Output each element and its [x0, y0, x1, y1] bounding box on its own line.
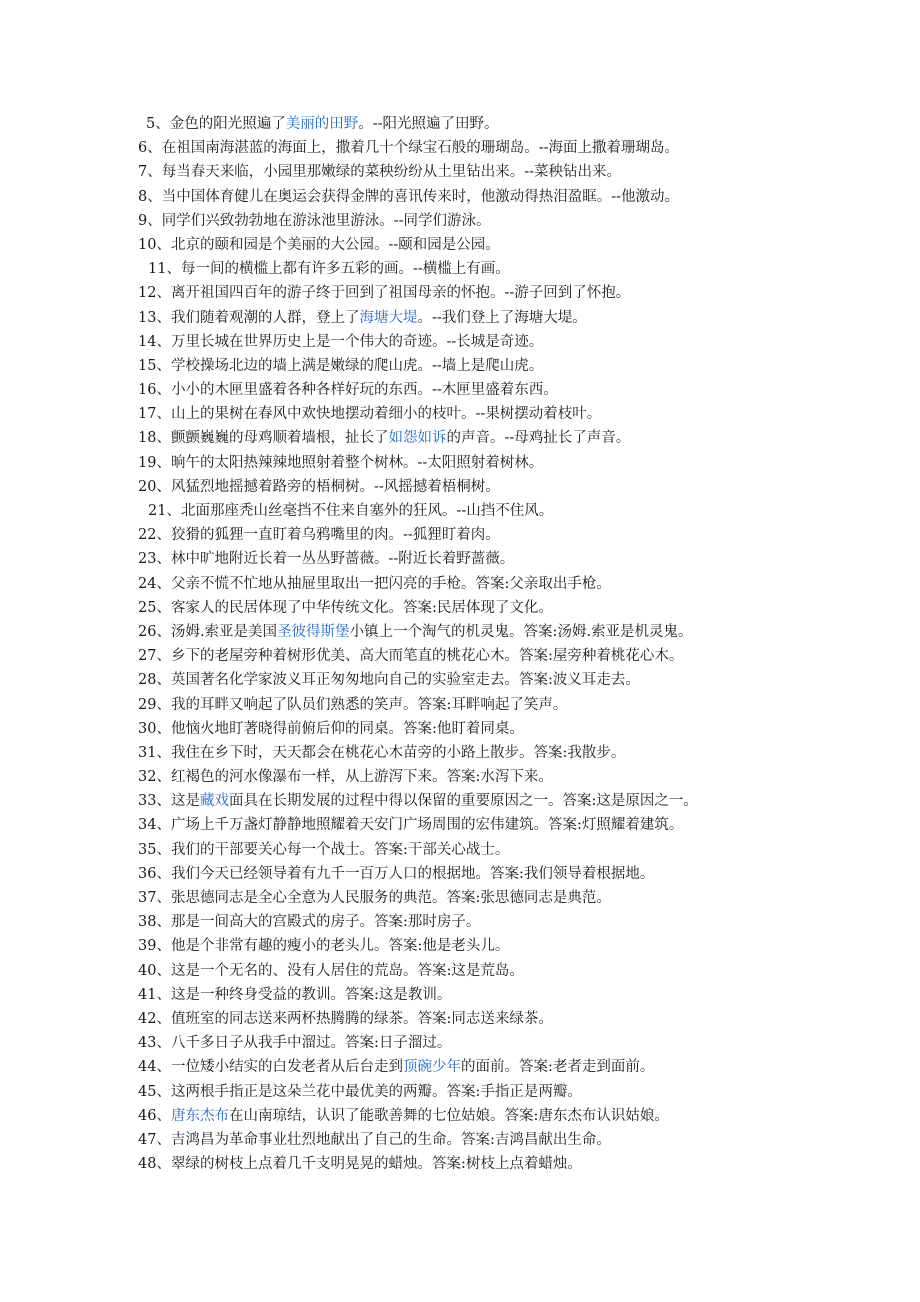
- sentence-text: 28、英国著名化学家波义耳正匆匆地向自己的实验室走去。答案:波义耳走去。: [138, 672, 640, 689]
- sentence-line: [138, 475, 778, 499]
- sentence-line: [138, 136, 778, 160]
- sentence-line: [138, 910, 778, 934]
- sentence-text: 42、值班室的同志送来两杯热腾腾的绿茶。答案:同志送来绿茶。: [138, 1010, 553, 1027]
- sentence-line: [138, 378, 778, 402]
- sentence-line: [138, 838, 778, 862]
- sentence-line: [138, 257, 778, 281]
- sentence-line: [138, 233, 778, 257]
- sentence-text: 24、父亲不慌不忙地从抽屉里取出一把闪亮的手枪。答案:父亲取出手枪。: [138, 575, 611, 592]
- sentence-text: 27、乡下的老屋旁种着树形优美、高大而笔直的桃花心木。答案:屋旁种着桃花心木。: [138, 648, 684, 665]
- sentence-text: 在山南琼结，认识了能歌善舞的七位姑娘。答案:唐东杰布认识姑娘。: [228, 1107, 669, 1124]
- keyword-link[interactable]: 顶碗少年: [402, 1059, 461, 1076]
- sentence-text: 41、这是一种终身受益的教训。答案:这是教训。: [138, 986, 452, 1003]
- sentence-line: [138, 789, 778, 813]
- sentence-text: 43、八千多日子从我手中溜过。答案:日子溜过。: [138, 1035, 452, 1052]
- keyword-link[interactable]: 如怨如诉: [388, 430, 447, 447]
- sentence-text: 33、这是: [138, 793, 200, 810]
- sentence-line: [138, 693, 778, 717]
- sentence-text: 的面前。答案:老者走到面前。: [460, 1059, 655, 1076]
- sentence-line: [138, 668, 778, 692]
- keyword-link[interactable]: 美丽的田野: [285, 116, 359, 132]
- sentence-text: 22、狡猾的狐狸一直盯着乌鸦嘴里的肉。--狐狸盯着肉。: [138, 527, 500, 544]
- sentence-line: [138, 402, 778, 426]
- sentence-line: [138, 620, 778, 644]
- sentence-line: [138, 644, 778, 668]
- sentence-line: [138, 1104, 778, 1128]
- sentence-text: 29、我的耳畔又响起了队员们熟悉的笑声。答案:耳畔响起了笑声。: [138, 696, 568, 713]
- sentence-line: [138, 523, 778, 547]
- sentence-text: 12、离开祖国四百年的游子终于回到了祖国母亲的怀抱。--游子回到了怀抱。: [138, 285, 631, 302]
- sentence-text: 。--阳光照遍了田野。: [358, 116, 499, 132]
- sentence-line: [138, 1007, 778, 1031]
- sentence-text: 17、山上的果树在春风中欢快地摆动着细小的枝叶。--果树摆动着枝叶。: [138, 406, 602, 423]
- sentence-text: 。--我们登上了海塘大堤。: [417, 309, 587, 326]
- sentence-text: 14、万里长城在世界历史上是一个伟大的奇迹。--长城是奇迹。: [138, 333, 544, 350]
- sentence-text: 38、那是一间高大的宫殿式的房子。答案:那时房子。: [138, 914, 481, 931]
- sentence-text: 13、我们随着观潮的人群，登上了: [138, 309, 360, 326]
- sentence-line: [138, 959, 778, 983]
- sentence-line: [138, 354, 778, 378]
- sentence-text: 34、广场上千万盏灯静静地照耀着天安门广场周围的宏伟建筑。答案:灯照耀着建筑。: [138, 817, 684, 834]
- sentence-line: [138, 741, 778, 765]
- keyword-link[interactable]: 藏戏: [199, 793, 229, 810]
- sentence-text: 47、吉鸿昌为革命事业壮烈地献出了自己的生命。答案:吉鸿昌献出生命。: [138, 1131, 611, 1148]
- sentence-text: 18、颤颤巍巍的母鸡顺着墙根，扯长了: [138, 430, 389, 447]
- sentence-text: 44、一位矮小结实的白发老者从后台走到: [138, 1059, 403, 1076]
- sentence-text: 面具在长期发展的过程中得以保留的重要原因之一。答案:这是原因之一。: [228, 793, 698, 810]
- sentence-line: [138, 185, 778, 209]
- sentence-line: [138, 596, 778, 620]
- sentence-line: [138, 862, 778, 886]
- sentence-line: [138, 209, 778, 233]
- sentence-text: 6、在祖国南海湛蓝的海面上，撒着几十个绿宝石般的珊瑚岛。--海面上撒着珊瑚岛。: [138, 140, 680, 157]
- sentence-text: 小镇上一个淘气的机灵鬼。答案:汤姆.索亚是机灵鬼。: [349, 623, 693, 640]
- sentence-line: [138, 1128, 778, 1152]
- sentence-text: 45、这两根手指正是这朵兰花中最优美的两瓣。答案:手指正是两瓣。: [138, 1083, 582, 1100]
- sentence-line: [138, 451, 778, 475]
- sentence-list: [138, 112, 778, 1176]
- sentence-line: [138, 112, 778, 136]
- sentence-text: 31、我住在乡下时，天天都会在桃花心木苗旁的小路上散步。答案:我散步。: [138, 744, 626, 761]
- sentence-text: 40、这是一个无名的、没有人居住的荒岛。答案:这是荒岛。: [138, 962, 524, 979]
- sentence-text: 48、翠绿的树枝上点着几千支明晃晃的蜡烛。答案:树枝上点着蜡烛。: [138, 1156, 582, 1173]
- sentence-line: [138, 547, 778, 571]
- sentence-text: 46、: [138, 1107, 171, 1124]
- sentence-text: 9、同学们兴致勃勃地在游泳池里游泳。--同学们游泳。: [138, 212, 491, 229]
- sentence-line: [138, 160, 778, 184]
- sentence-text: 11、每一间的横槛上都有许多五彩的画。--横槛上有画。: [148, 261, 510, 278]
- sentence-line: [138, 983, 778, 1007]
- sentence-text: 10、北京的颐和园是个美丽的大公园。--颐和园是公园。: [138, 236, 500, 253]
- sentence-line: [138, 1055, 778, 1079]
- sentence-text: 35、我们的干部要关心每一个战士。答案:干部关心战士。: [138, 841, 510, 858]
- sentence-line: [138, 1031, 778, 1055]
- sentence-text: 39、他是个非常有趣的瘦小的老头儿。答案:他是老头儿。: [138, 938, 510, 955]
- sentence-text: 30、他恼火地盯著晓得前俯后仰的同桌。答案:他盯着同桌。: [138, 720, 524, 737]
- sentence-text: 23、林中旷地附近长着一丛丛野蔷薇。--附近长着野蔷薇。: [138, 551, 515, 568]
- sentence-line: [138, 1152, 778, 1176]
- sentence-line: [138, 330, 778, 354]
- sentence-line: [138, 934, 778, 958]
- sentence-text: 的声音。--母鸡扯长了声音。: [446, 430, 631, 447]
- sentence-text: 15、学校操场北边的墙上满是嫩绿的爬山虎。--墙上是爬山虎。: [138, 357, 544, 374]
- sentence-line: [138, 1080, 778, 1104]
- sentence-line: [138, 572, 778, 596]
- sentence-text: 20、风猛烈地摇撼着路旁的梧桐树。--风摇撼着梧桐树。: [138, 478, 500, 495]
- sentence-text: 25、客家人的民居体现了中华传统文化。答案:民居体现了文化。: [138, 599, 553, 616]
- sentence-line: [138, 499, 778, 523]
- sentence-text: 21、北面那座秃山丝毫挡不住来自塞外的狂风。--山挡不住风。: [148, 503, 554, 519]
- sentence-line: [138, 426, 778, 450]
- keyword-link[interactable]: 海塘大堤: [359, 309, 418, 326]
- sentence-text: 26、汤姆.索亚是美国: [138, 623, 278, 640]
- sentence-text: 36、我们今天已经领导着有九千一百万人口的根据地。答案:我们领导着根据地。: [138, 865, 655, 882]
- sentence-text: 8、当中国体育健儿在奥运会获得金牌的喜讯传来时，他激动得热泪盈眶。--他激动。: [138, 188, 680, 205]
- sentence-text: 19、晌午的太阳热辣辣地照射着整个树林。--太阳照射着树林。: [138, 454, 544, 471]
- sentence-text: 32、红褐色的河水像瀑布一样，从上游泻下来。答案:水泻下来。: [138, 769, 553, 786]
- sentence-line: [138, 281, 778, 305]
- sentence-text: 16、小小的木匣里盛着各种各样好玩的东西。--木匣里盛着东西。: [138, 382, 558, 399]
- sentence-line: [138, 886, 778, 910]
- keyword-link[interactable]: 圣彼得斯堡: [277, 623, 350, 640]
- sentence-line: [138, 306, 778, 330]
- sentence-line: [138, 717, 778, 741]
- sentence-line: [138, 813, 778, 837]
- sentence-line: [138, 765, 778, 789]
- sentence-text: 7、每当春天来临，小园里那嫩绿的菜秧纷纷从土里钻出来。--菜秧钻出来。: [138, 164, 622, 181]
- sentence-text: 37、张思德同志是全心全意为人民服务的典范。答案:张思德同志是典范。: [138, 890, 611, 906]
- sentence-text: 5、金色的阳光照遍了: [146, 116, 286, 132]
- keyword-link[interactable]: 唐东杰布: [170, 1107, 229, 1124]
